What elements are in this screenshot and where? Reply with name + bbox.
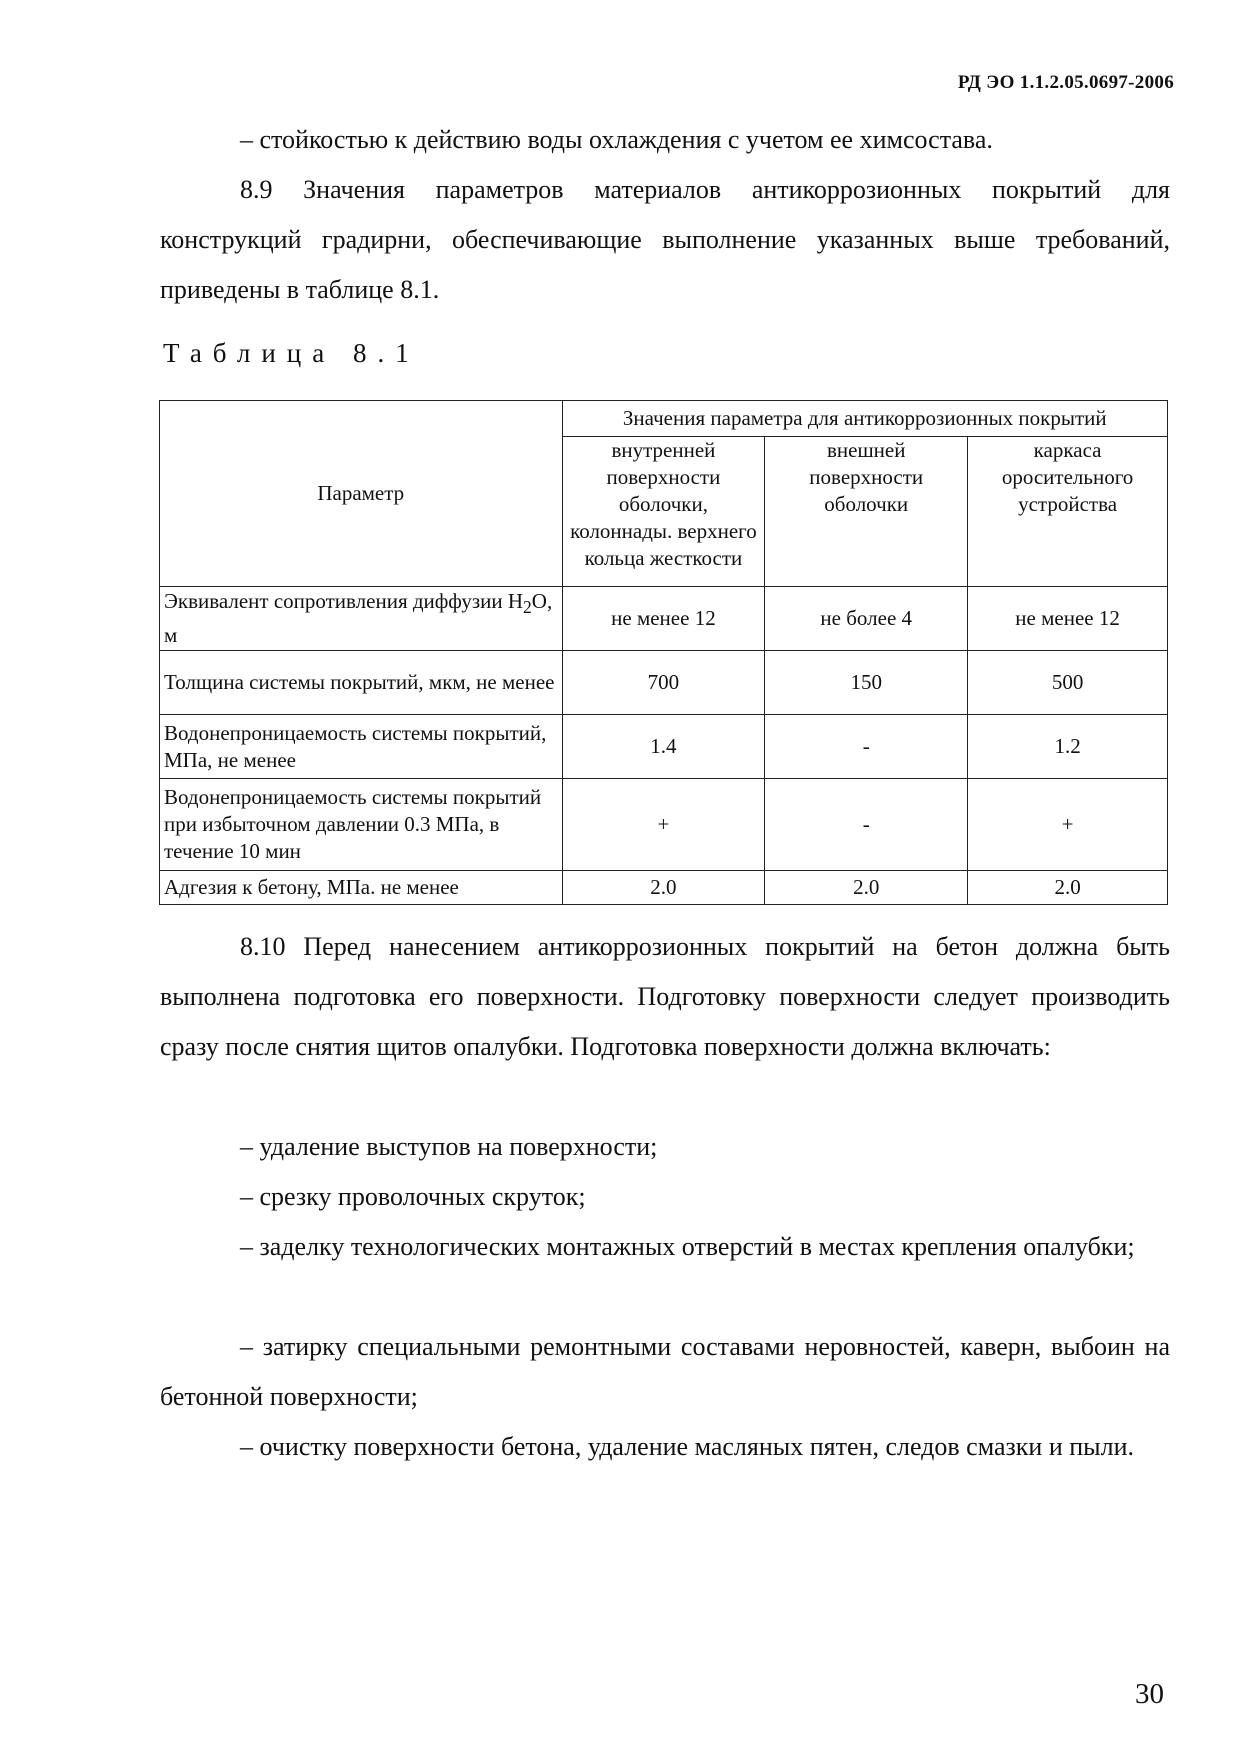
column-header-frame: каркаса оросительного устройства	[968, 437, 1168, 587]
paragraph-8-9: 8.9 Значения параметров материалов антикоррозионных покрытий для конструкций градирни, обеспечивающие выполнение указанных выше требований, приведены в таблице 8.1.	[160, 175, 1170, 304]
column-header-inner: внутренней поверхности оболочки, колоннады. верхнего кольца жесткости	[562, 437, 765, 587]
row-value: +	[968, 779, 1168, 871]
list-item: – затирку специальными ремонтными составами неровностей, каверн, выбоин на бетонной поверхности;	[160, 1332, 1170, 1411]
table-row	[160, 871, 1168, 905]
row-param: Водонепроницаемость системы покрытий, МПа, не менее	[160, 715, 563, 779]
row-value: -	[765, 715, 968, 779]
coating-parameters-table	[159, 400, 1168, 905]
table-caption: Таблица 8.1	[163, 338, 420, 368]
row-value: 700	[562, 651, 765, 715]
table-row	[160, 715, 1168, 779]
paragraph-8-10: 8.10 Перед нанесением антикоррозионных покрытий на бетон должна быть выполнена подготовка его поверхности. Подготовку поверхности следует производить сразу после снятия щитов опалубки. Подготовка поверхности должна включать:	[160, 932, 1170, 1061]
list-item: – заделку технологических монтажных отверстий в местах крепления опалубки;	[240, 1232, 1135, 1261]
row-value: 2.0	[765, 871, 968, 905]
list-item: – очистку поверхности бетона, удаление масляных пятен, следов смазки и пыли.	[240, 1432, 1135, 1461]
row-value: 1.4	[562, 715, 765, 779]
row-param: Толщина системы покрытий, мкм, не менее	[160, 651, 563, 715]
row-param: Адгезия к бетону, МПа. не менее	[160, 871, 563, 905]
list-item: – срезку проволочных скруток;	[240, 1182, 586, 1211]
row-param: Водонепроницаемость системы покрытий при избыточном давлении 0.3 МПа, в течение 10 мин	[160, 779, 563, 871]
document-code: РД ЭО 1.1.2.05.0697-2006	[957, 72, 1174, 93]
param-header: Параметр	[160, 401, 563, 587]
column-header-outer: внешней поверхности оболочки	[765, 437, 968, 587]
row-value: +	[562, 779, 765, 871]
row-value: 1.2	[968, 715, 1168, 779]
row-value: не более 4	[765, 587, 968, 651]
row-value: не менее 12	[968, 587, 1168, 651]
row-param: Эквивалент сопротивления диффузии $H_2O$, м	[160, 587, 563, 651]
row-value: -	[765, 779, 968, 871]
row-value: 500	[968, 651, 1168, 715]
table-row	[160, 779, 1168, 871]
row-value: 150	[765, 651, 968, 715]
page-number: 30	[1135, 1678, 1164, 1710]
row-value: не менее 12	[562, 587, 765, 651]
list-item: – удаление выступов на поверхности;	[240, 1132, 658, 1161]
row-value: 2.0	[562, 871, 765, 905]
bullet-water-resistance: – стойкостью к действию воды охлаждения с учетом ее химсостава.	[240, 125, 993, 154]
table-row	[160, 651, 1168, 715]
row-value: 2.0	[968, 871, 1168, 905]
table-row	[160, 587, 1168, 651]
group-header: Значения параметра для антикоррозионных покрытий	[562, 401, 1167, 437]
